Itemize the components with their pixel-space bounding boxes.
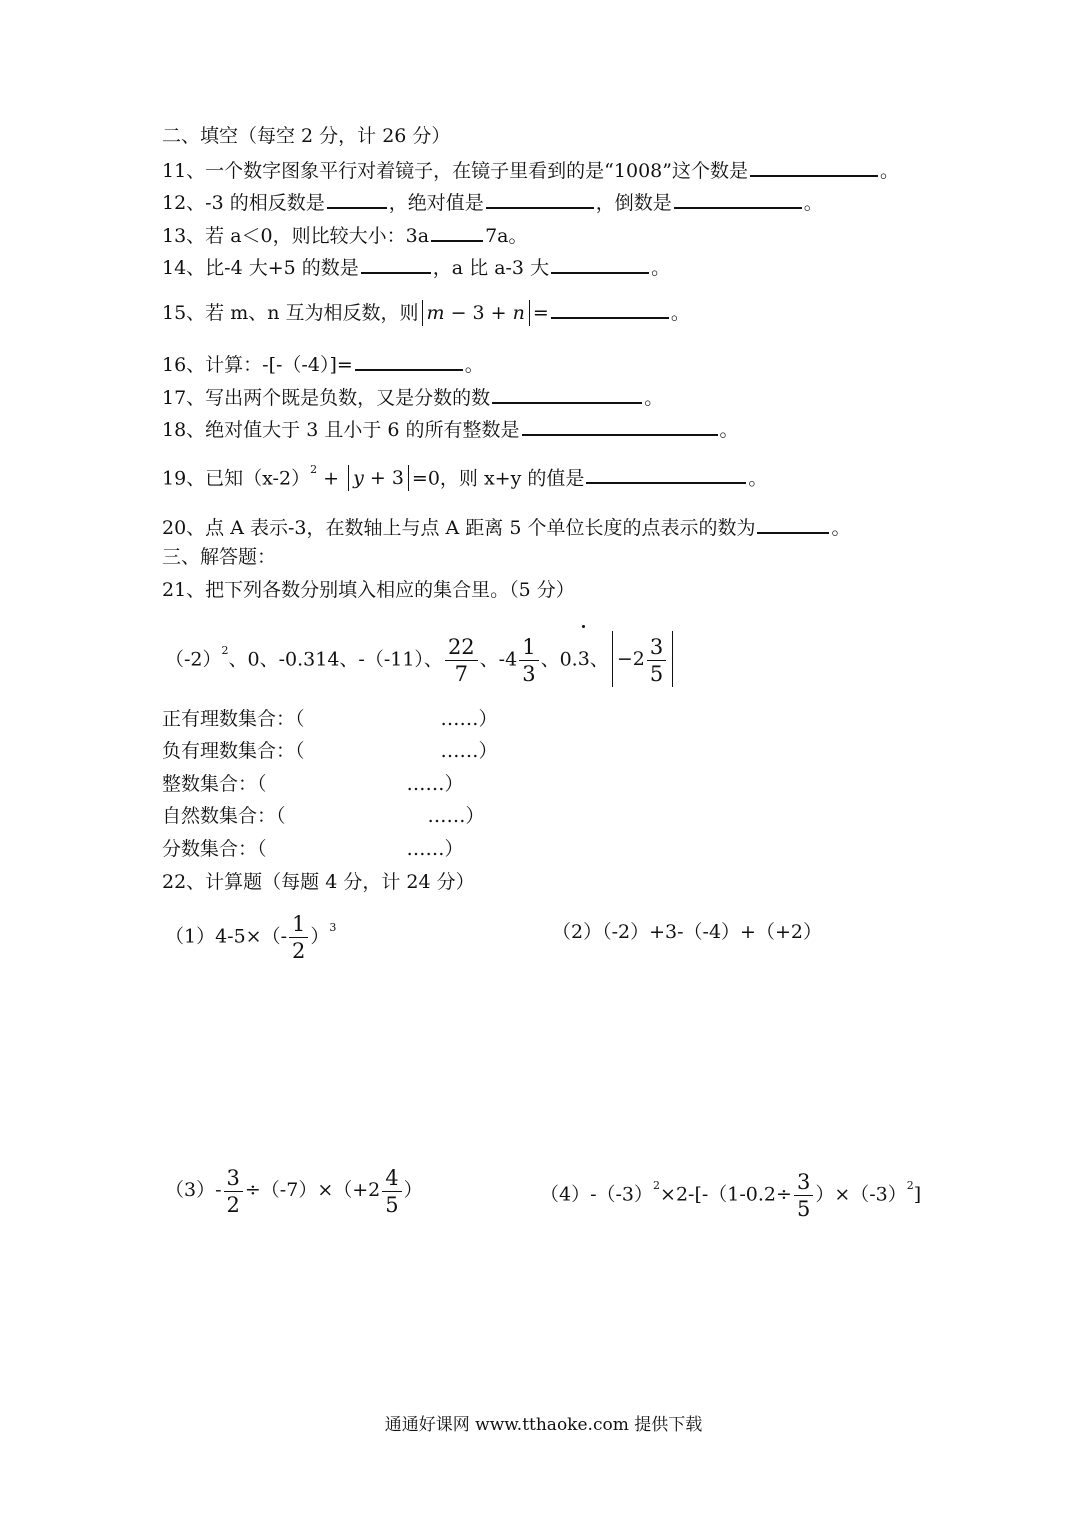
q19-exponent: 2 bbox=[310, 463, 318, 476]
q21-num-mixed: 、-4 bbox=[479, 648, 518, 671]
q22-4-exponent-1: 2 bbox=[653, 1179, 661, 1192]
q14-text-a: 14、比-4 大+5 的数是 bbox=[162, 257, 359, 279]
q16-blank[interactable] bbox=[355, 351, 463, 371]
fraction-denominator: 2 bbox=[292, 938, 306, 963]
q22-3-fraction-1 bbox=[224, 1165, 243, 1218]
q11-blank[interactable] bbox=[750, 157, 878, 177]
q16-text-a: 16、计算：-[-（-4）]= bbox=[162, 354, 353, 376]
q17-text-a: 17、写出两个既是负数，又是分数的数 bbox=[162, 387, 491, 409]
q18-blank[interactable] bbox=[522, 416, 718, 436]
q20-end: 。 bbox=[831, 517, 851, 539]
q15-expr-mid: − 3 + bbox=[444, 302, 513, 324]
q11-text: 11、一个数字图象平行对着镜子，在镜子里看到的是“1008”这个数是 bbox=[162, 160, 748, 182]
q21-fraction-1-3 bbox=[519, 634, 538, 687]
q14-text-b: ，a 比 a-3 大 bbox=[432, 257, 550, 279]
q21-num-repeating: 、0. bbox=[540, 648, 578, 671]
set-integer bbox=[162, 772, 464, 796]
q15-abs-expression bbox=[422, 300, 530, 326]
q19-var-y: y bbox=[353, 467, 364, 490]
q12-text-c: ，倒数是 bbox=[595, 192, 672, 214]
set-label: 自然数集合：（ bbox=[162, 805, 286, 827]
footer-source: 通通好课网 www.tthaoke.com 提供下载 bbox=[384, 1415, 703, 1435]
set-fraction bbox=[162, 837, 464, 861]
q21-num-1-exponent: 2 bbox=[221, 644, 229, 657]
q19-expr-rest: + 3 bbox=[363, 467, 404, 490]
fraction-denominator: 7 bbox=[454, 661, 468, 686]
q22-4-text-a: （4）-（-3） bbox=[540, 1183, 654, 1206]
set-dots: ……） bbox=[406, 773, 464, 795]
set-label: 整数集合：（ bbox=[162, 773, 267, 795]
q14-blank-2[interactable] bbox=[551, 254, 649, 274]
q19-text-a: 19、已知（x-2） bbox=[162, 467, 311, 490]
q22-1-text-a: （1）4-5×（- bbox=[165, 925, 288, 948]
q20-blank[interactable] bbox=[757, 514, 829, 534]
question-16 bbox=[162, 351, 484, 377]
question-20 bbox=[162, 514, 850, 540]
q12-blank-1[interactable] bbox=[327, 189, 387, 209]
q13-text-b: 7a。 bbox=[485, 225, 528, 247]
section-3-title: 三、解答题： bbox=[162, 546, 277, 568]
fraction-numerator: 4 bbox=[382, 1165, 401, 1192]
set-natural bbox=[162, 804, 485, 828]
q15-blank[interactable] bbox=[551, 299, 669, 319]
set-dots: ……） bbox=[440, 708, 498, 730]
q13-text-a: 13、若 a＜0，则比较大小：3a bbox=[162, 225, 430, 247]
set-label: 分数集合：（ bbox=[162, 838, 267, 860]
q15-var-m: m bbox=[426, 302, 445, 324]
q12-blank-3[interactable] bbox=[674, 189, 802, 209]
q18-end: 。 bbox=[719, 419, 739, 441]
q18-text-a: 18、绝对值大于 3 且小于 6 的所有整数是 bbox=[162, 419, 520, 441]
q21-fraction-3-5 bbox=[647, 634, 666, 687]
q21-separator: 、 bbox=[589, 648, 609, 671]
q19-end: 。 bbox=[748, 467, 768, 490]
fraction-numerator: 3 bbox=[224, 1165, 243, 1192]
question-13 bbox=[162, 222, 527, 248]
fraction-numerator: 22 bbox=[445, 634, 478, 661]
q12-text-a: 12、-3 的相反数是 bbox=[162, 192, 325, 214]
q12-blank-2[interactable] bbox=[486, 189, 594, 209]
fraction-numerator: 3 bbox=[794, 1169, 813, 1196]
q21-repeating-digit: 3 bbox=[578, 630, 590, 688]
q13-blank[interactable] bbox=[431, 222, 483, 242]
q20-text-a: 20、点 A 表示-3，在数轴上与点 A 距离 5 个单位长度的点表示的数为 bbox=[162, 517, 756, 539]
question-17 bbox=[162, 384, 663, 410]
q22-4-exponent-2: 2 bbox=[906, 1179, 914, 1192]
q19-plus: + bbox=[323, 467, 340, 490]
fraction-numerator: 1 bbox=[289, 911, 308, 938]
fraction-denominator: 5 bbox=[649, 661, 664, 686]
q14-blank-1[interactable] bbox=[361, 254, 431, 274]
set-positive-rational bbox=[162, 707, 498, 731]
q22-1-exponent: 3 bbox=[329, 921, 337, 934]
fraction-denominator: 5 bbox=[796, 1196, 811, 1221]
q22-4-fraction bbox=[794, 1169, 813, 1222]
q22-part-1 bbox=[165, 904, 336, 964]
q22-3-text-a: （3）- bbox=[165, 1179, 222, 1201]
section-2-title: 二、填空（每空 2 分，计 26 分） bbox=[162, 125, 451, 147]
q11-end: 。 bbox=[879, 160, 899, 182]
q21-num-list: 、0、-0.314、-（-11）、 bbox=[228, 648, 443, 671]
q22-part-4 bbox=[540, 1162, 921, 1222]
q12-text-b: ，绝对值是 bbox=[388, 192, 484, 214]
q21-num-1: （-2） bbox=[165, 648, 222, 671]
fraction-denominator: 5 bbox=[385, 1192, 399, 1217]
question-11 bbox=[162, 157, 899, 183]
q14-end: 。 bbox=[651, 257, 671, 279]
q22-1-text-b: ） bbox=[310, 925, 330, 948]
q21-abs-mixed bbox=[612, 631, 673, 687]
q21-fraction-22-7 bbox=[445, 634, 478, 687]
q22-4-text-b: ×2-[-（1-0.2÷ bbox=[660, 1183, 792, 1206]
q19-abs-expression bbox=[348, 465, 409, 491]
q21-abs-whole: −2 bbox=[616, 648, 645, 671]
q19-blank[interactable] bbox=[586, 464, 746, 484]
q22-part-2: （2）（-2）+3-（-4）+（+2） bbox=[552, 921, 822, 943]
q15-var-n: n bbox=[512, 302, 525, 324]
question-21-title: 21、把下列各数分别填入相应的集合里。（5 分） bbox=[162, 579, 575, 601]
fraction-numerator: 3 bbox=[647, 634, 666, 661]
q22-3-text-c: ） bbox=[403, 1179, 423, 1201]
q22-4-text-c: ）×（-3） bbox=[815, 1183, 907, 1206]
q22-4-text-d: ] bbox=[913, 1183, 922, 1206]
q22-1-fraction bbox=[289, 911, 308, 964]
q17-end: 。 bbox=[644, 387, 664, 409]
question-12 bbox=[162, 189, 823, 215]
q22-part-3 bbox=[165, 1162, 423, 1218]
q17-blank[interactable] bbox=[492, 384, 642, 404]
q16-end: 。 bbox=[464, 354, 484, 376]
set-dots: ……） bbox=[406, 838, 464, 860]
q22-3-fraction-2 bbox=[382, 1165, 401, 1218]
question-21-numbers bbox=[165, 626, 676, 688]
question-14 bbox=[162, 254, 670, 280]
q15-text-a: 15、若 m、n 互为相反数，则 bbox=[162, 302, 419, 324]
q12-end: 。 bbox=[803, 192, 823, 214]
question-18 bbox=[162, 416, 739, 442]
q15-equals: = bbox=[532, 302, 549, 324]
fraction-numerator: 1 bbox=[519, 634, 538, 661]
fraction-denominator: 2 bbox=[226, 1192, 240, 1217]
q22-3-text-b: ÷（-7）×（+2 bbox=[244, 1179, 381, 1201]
fraction-denominator: 3 bbox=[522, 661, 536, 686]
q15-end: 。 bbox=[670, 302, 690, 324]
question-19 bbox=[162, 462, 767, 491]
question-15 bbox=[162, 299, 690, 326]
set-dots: ……） bbox=[440, 740, 498, 762]
set-dots: ……） bbox=[427, 805, 485, 827]
question-22-title: 22、计算题（每题 4 分，计 24 分） bbox=[162, 871, 475, 893]
set-negative-rational bbox=[162, 739, 498, 763]
q19-text-b: =0，则 x+y 的值是 bbox=[411, 467, 585, 490]
set-label: 负有理数集合：（ bbox=[162, 740, 305, 762]
set-label: 正有理数集合：（ bbox=[162, 708, 305, 730]
